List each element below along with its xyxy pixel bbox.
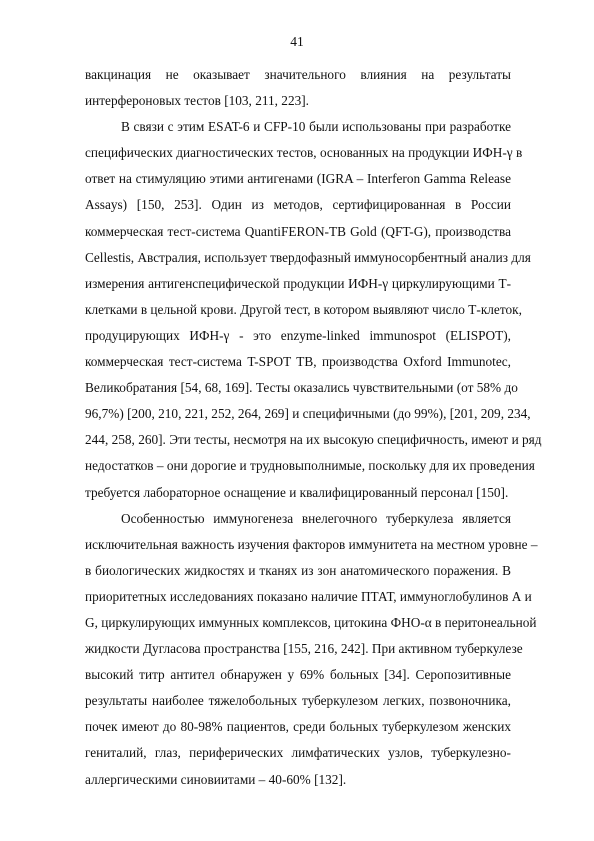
text-line: клетками в цельной крови. Другой тест, в котором выявляют число Т-клеток, — [85, 301, 522, 317]
text-line: в биологических жидкостях и тканях из зон анатомического поражения. В — [85, 562, 511, 578]
text-line: 96,7%) [200, 210, 221, 252, 264, 269] и специфичными (до 99%), [201, 209, 234, — [85, 406, 531, 422]
paragraph — [85, 62, 511, 114]
text-line: жидкости Дугласова пространства [155, 216, 242]. При активном туберкулезе — [85, 641, 523, 657]
text-line: Особенностью иммуногенеза внелегочного туберкулеза является — [121, 510, 511, 526]
text-line: исключительная важность изучения факторов иммунитета на местном уровне – — [85, 536, 538, 552]
text-line: приоритетных исследованиях показано наличие ПТАТ, иммуноглобулинов А и — [85, 588, 532, 604]
text-line: ответ на стимуляцию этими антигенами (IGRA – Interferon Gamma Release — [85, 171, 511, 187]
text-line: 244, 258, 260]. Эти тесты, несмотря на их высокую специфичность, имеют и ряд — [85, 432, 542, 448]
text-line: В связи с этим ESAT-6 и CFP-10 были использованы при разработке — [121, 119, 511, 135]
paragraph — [85, 114, 542, 505]
page-number: 41 — [290, 34, 304, 49]
document-body — [85, 62, 542, 793]
text-line: аллергическими синовиитами – 40-60% [132]. — [85, 771, 347, 787]
text-line: результаты наиболее тяжелобольных туберкулезом легких, позвоночника, — [85, 693, 511, 709]
text-line: коммерческая тест-система QuantiFERON-TB Gold (QFT-G), производства — [85, 223, 511, 239]
text-line: коммерческая тест-система T-SPOT TB, производства Oxford Immunotec, — [85, 354, 511, 370]
text-line: Великобратания [54, 68, 169]. Тесты оказались чувствительными (от 58% до — [85, 380, 518, 396]
text-line: недостатков – они дорогие и трудновыполнимые, поскольку для их проведения — [85, 458, 535, 474]
text-line: высокий титр антител обнаружен у 69% больных [34]. Серопозитивные — [85, 667, 511, 683]
paragraph — [85, 506, 538, 793]
text-line: измерения антигенспецифической продукции ИФН-γ циркулирующими Т- — [85, 275, 511, 291]
text-line: продуцирующих ИФН-γ - это enzyme-linked immunospot (ELISPOT), — [85, 327, 511, 343]
text-line: интерфероновых тестов [103, 211, 223]. — [85, 93, 310, 109]
text-line: требуется лабораторное оснащение и квалифицированный персонал [150]. — [85, 484, 509, 500]
text-line: специфических диагностических тестов, основанных на продукции ИФН-γ в — [85, 145, 523, 161]
text-line: Assays) [150, 253]. Один из методов, сертифицированная в России — [85, 197, 511, 213]
text-line: Cellestis, Австралия, использует твердофазный иммуносорбентный анализ для — [85, 249, 531, 265]
text-line: G, циркулирующих иммунных комплексов, цитокина ФНО-α в перитонеальной — [85, 614, 537, 630]
text-line: гениталий, глаз, периферических лимфатических узлов, туберкулезно- — [85, 745, 511, 761]
text-line: почек имеют до 80-98% пациентов, среди больных туберкулезом женских — [85, 719, 511, 735]
text-line: вакцинация не оказывает значительного влияния на результаты — [85, 67, 511, 82]
